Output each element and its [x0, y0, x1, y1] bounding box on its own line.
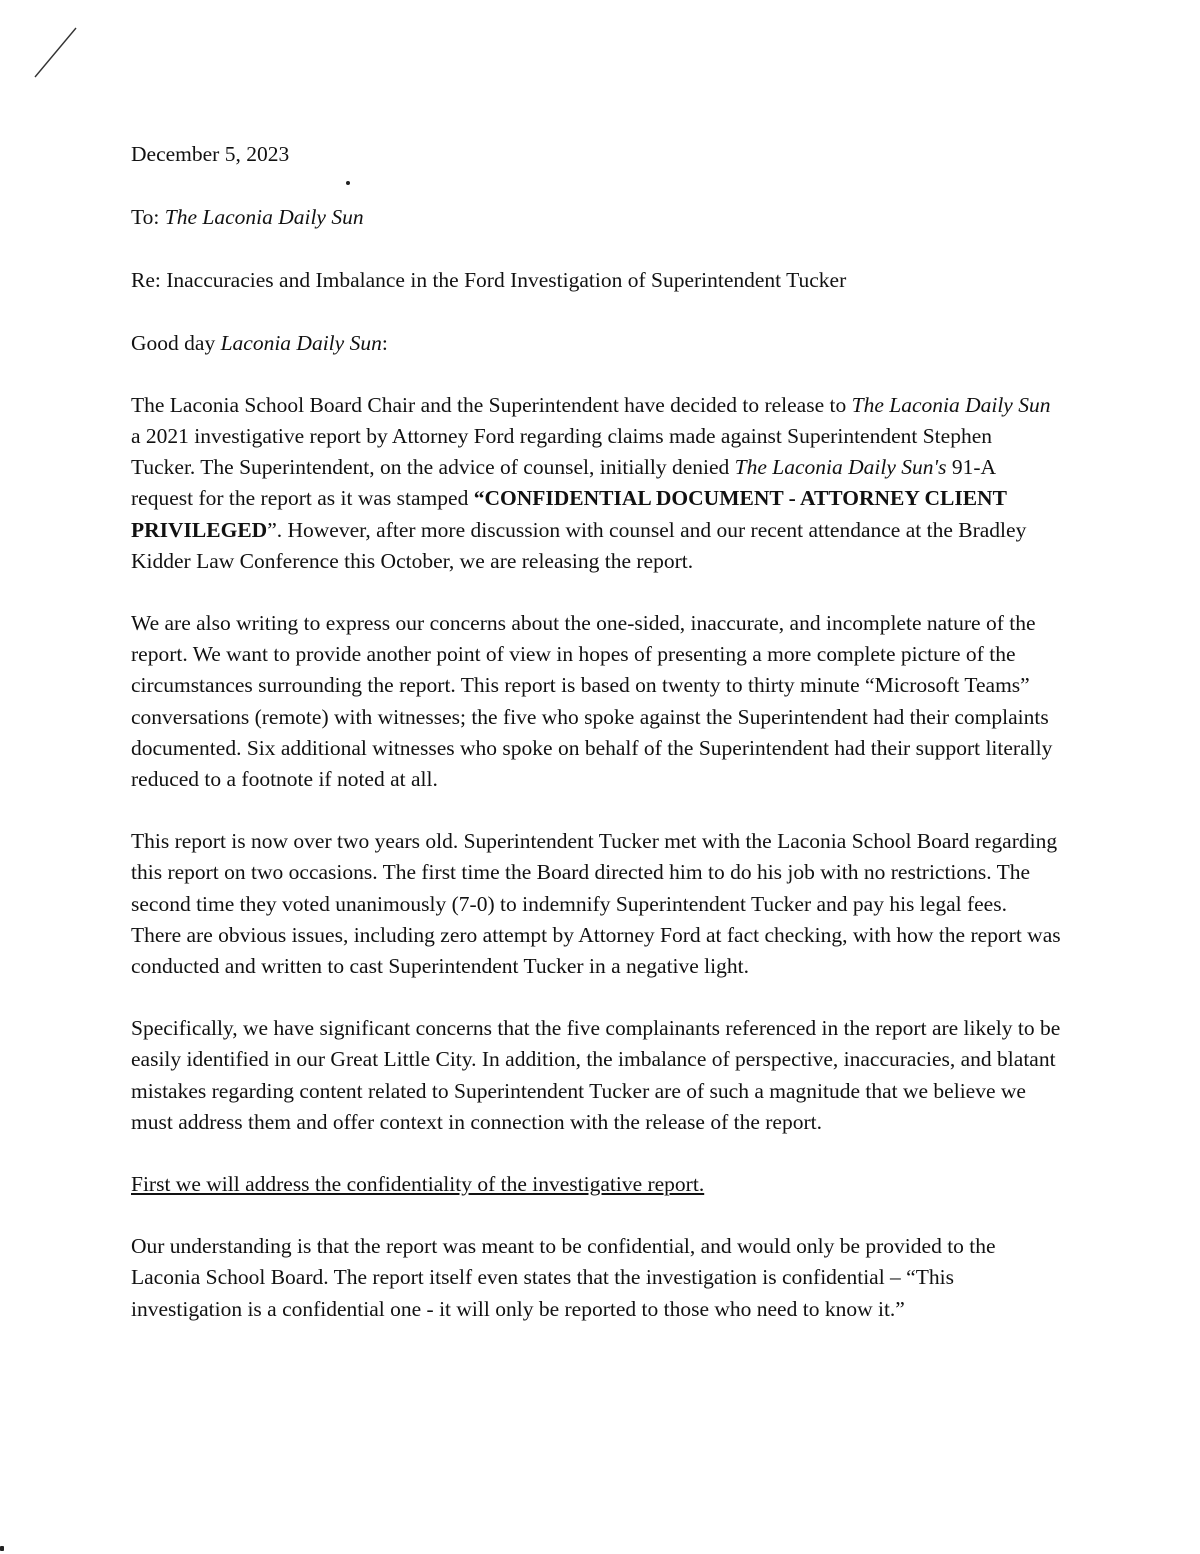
section-heading-confidentiality: First we will address the confidentiality of the investigative report. [131, 1172, 705, 1197]
confidential-stamp-text: “CONFIDENTIAL DOCUMENT - ATTORNEY CLIENT PRIVILEGED [131, 486, 1007, 542]
recipient-prefix: To: [131, 205, 165, 230]
paragraph-release-part-c: a 2021 investigative report by Attorney Ford regarding claims made against Superintendent Stephen Tucker. The Superintendent, on the advice of counsel, initially denied [131, 424, 992, 480]
newspaper-possessive-italic: The Laconia Daily Sun's [734, 455, 947, 480]
edge-scan-mark [0, 1546, 4, 1551]
paragraph-release-part-g: ”. However, after more discussion with counsel and our recent attendance at the Bradley Kidder Law Conference this October, we are releasing the report. [131, 517, 1027, 573]
salutation [131, 328, 1061, 359]
pen-slash-mark [30, 25, 80, 80]
paragraph-release-part-a: The Laconia School Board Chair and the Superintendent have decided to release to [131, 392, 852, 417]
salutation-name: Laconia Daily Sun [220, 330, 382, 355]
paragraph-concerns: We are also writing to express our concerns about the one-sided, inaccurate, and incomplete nature of the report. We want to provide another point of view in hopes of presenting a more complete picture of the circumstances surrounding the report. This report is based on twenty to thirty minute “Microsoft Teams” conversations (remote) with witnesses; the five who spoke against the Superintendent had their complaints documented. Six additional witnesses who spoke on behalf of the Superintendent had their support literally reduced to a footnote if noted at all. [131, 611, 1053, 792]
subject-line: Re: Inaccuracies and Imbalance in the Ford Investigation of Superintendent Tucker [131, 268, 847, 293]
salutation-suffix: : [381, 330, 388, 355]
letter-date: December 5, 2023 [131, 142, 290, 166]
salutation-prefix: Good day [131, 330, 221, 355]
recipient-name: The Laconia Daily Sun [164, 205, 364, 230]
letter-body [131, 139, 1061, 1356]
paragraph-release-part-e: 91-A request for the report as it was stamped [131, 455, 995, 511]
paragraph-release [131, 390, 1061, 577]
recipient-line [131, 202, 1061, 233]
paragraph-confidentiality: Our understanding is that the report was meant to be confidential, and would only be provided to the Laconia School Board. The report itself even states that the investigation is confidential – “This investigation is a confidential one - it will only be reported to those who need to know it.” [131, 1234, 996, 1321]
paragraph-specific-concerns: Specifically, we have significant concerns that the five complainants referenced in the report are likely to be easily identified in our Great Little City. In addition, the imbalance of perspective, inaccuracies, and blatant mistakes regarding content related to Superintendent Tucker are of such a magnitude that we believe we must address them and offer context in connection with the release of the report. [131, 1016, 1061, 1134]
newspaper-name-italic: The Laconia Daily Sun [851, 392, 1051, 417]
paragraph-history: This report is now over two years old. Superintendent Tucker met with the Laconia School Board regarding this report on two occasions. The first time the Board directed him to do his job with no restrictions. The second time they voted unanimously (7-0) to indemnify Superintendent Tucker and pay his legal fees. There are obvious issues, including zero attempt by Attorney Ford at fact checking, with how the report was conducted and written to cast Superintendent Tucker in a negative light. [131, 829, 1061, 979]
